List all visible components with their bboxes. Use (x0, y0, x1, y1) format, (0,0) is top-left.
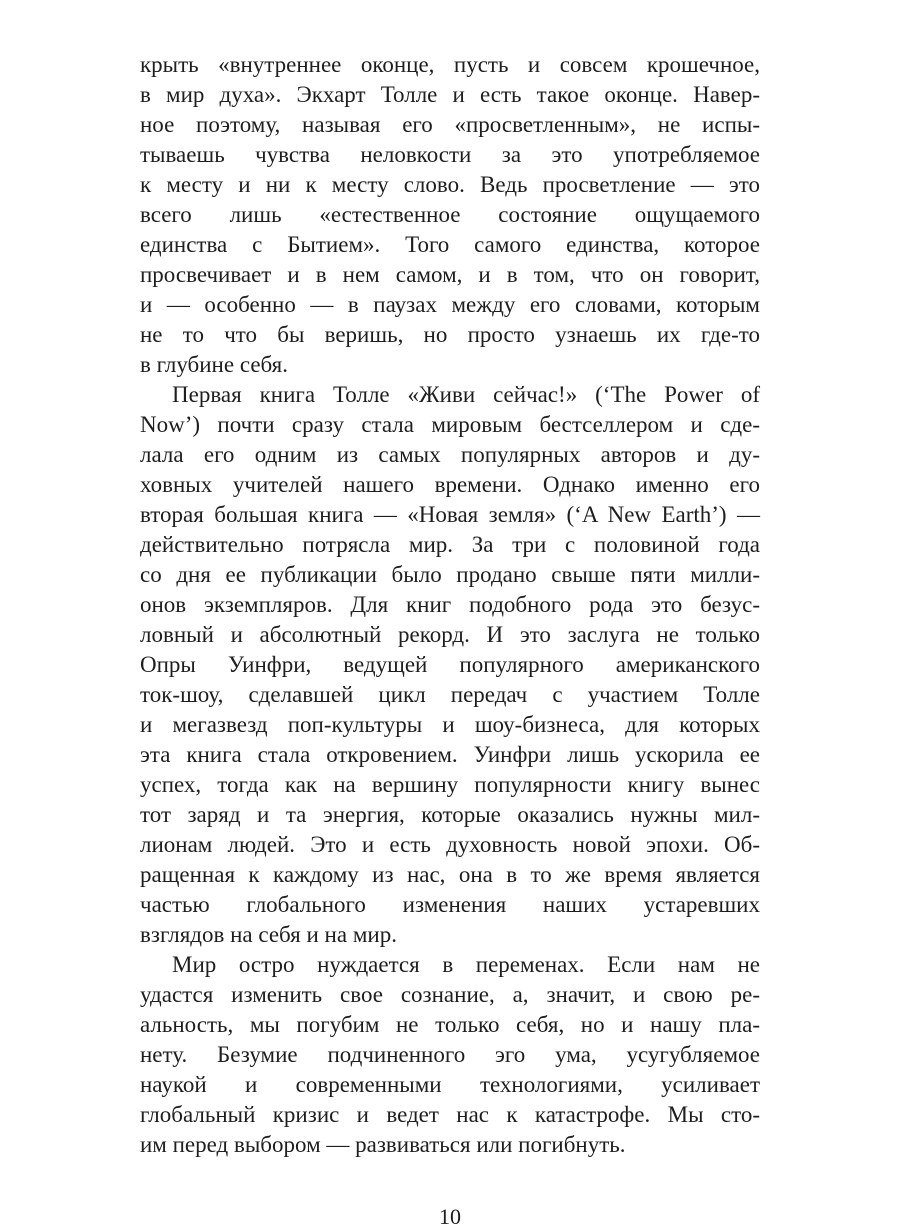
text-line: в глубине себя. (140, 352, 288, 377)
text-line: просвечивает и в нем самом, и в том, что он говорит, (140, 262, 760, 287)
text-line: крыть «внутреннее оконце, пусть и совсем крошечное, (140, 52, 760, 77)
text-line: Опры Уинфри, ведущей популярного американского (140, 652, 760, 677)
text-line: лала его одним из самых популярных авторов и ду- (140, 442, 760, 467)
text-line: онов экземпляров. Для книг подобного рода это безус- (140, 592, 760, 617)
paragraph (140, 950, 760, 1160)
text-line: со дня ее публикации было продано свыше пяти милли- (140, 562, 760, 587)
text-line: взглядов на себя и на мир. (140, 922, 397, 947)
text-line: в мир духа». Экхарт Толле и есть такое оконце. Навер- (140, 82, 760, 107)
paragraph (140, 50, 760, 380)
text-line: к месту и ни к месту слово. Ведь просветление — это (140, 172, 760, 197)
text-line: тот заряд и та энергия, которые оказались нужны мил- (140, 802, 760, 827)
text-line: не то что бы веришь, но просто узнаешь их где-то (140, 322, 760, 347)
page-content (140, 50, 760, 1230)
text-line: тываешь чувства неловкости за это употребляемое (140, 142, 760, 167)
page-number: 10 (439, 1204, 461, 1229)
text-line: Первая книга Толле «Живи сейчас!» (‘The Power of (172, 382, 760, 407)
text-line: ток-шоу, сделавшей цикл передач с участием Толле (140, 682, 760, 707)
text-line: лионам людей. Это и есть духовность новой эпохи. Об- (140, 832, 760, 857)
paragraph (140, 380, 760, 950)
text-line: частью глобального изменения наших устаревших (140, 892, 760, 917)
body-text (140, 50, 760, 1160)
text-line: действительно потрясла мир. За три с половиной года (140, 532, 760, 557)
text-line: нету. Безумие подчиненного эго ума, усугубляемое (140, 1042, 760, 1067)
text-line: удастся изменить свое сознание, а, значит, и свою ре- (140, 982, 760, 1007)
text-line: эта книга стала откровением. Уинфри лишь ускорила ее (140, 742, 760, 767)
text-line: альность, мы погубим не только себя, но и нашу пла- (140, 1012, 760, 1037)
text-line: и мегазвезд поп-культуры и шоу-бизнеса, для которых (140, 712, 760, 737)
text-line: ное поэтому, называя его «просветленным», не испы- (140, 112, 760, 137)
text-line: единства с Бытием». Того самого единства, которое (140, 232, 760, 257)
text-line: Мир остро нуждается в переменах. Если нам не (172, 952, 760, 977)
text-line: наукой и современными технологиями, усиливает (140, 1072, 760, 1097)
text-line: глобальный кризис и ведет нас к катастрофе. Мы сто- (140, 1102, 760, 1127)
text-line: ловный и абсолютный рекорд. И это заслуга не только (140, 622, 760, 647)
text-line: успех, тогда как на вершину популярности книгу вынес (140, 772, 760, 797)
text-line: всего лишь «естественное состояние ощущаемого (140, 202, 760, 227)
text-line: ращенная к каждому из нас, она в то же время является (140, 862, 760, 887)
text-line: им перед выбором — развиваться или погибнуть. (140, 1132, 626, 1157)
text-line: ховных учителей нашего времени. Однако именно его (140, 472, 760, 497)
text-line: Now’) почти сразу стала мировым бестселлером и сде- (140, 412, 760, 437)
text-line: вторая большая книга — «Новая земля» (‘A New Earth’) — (140, 502, 760, 527)
text-line: и — особенно — в паузах между его словами, которым (140, 292, 760, 317)
